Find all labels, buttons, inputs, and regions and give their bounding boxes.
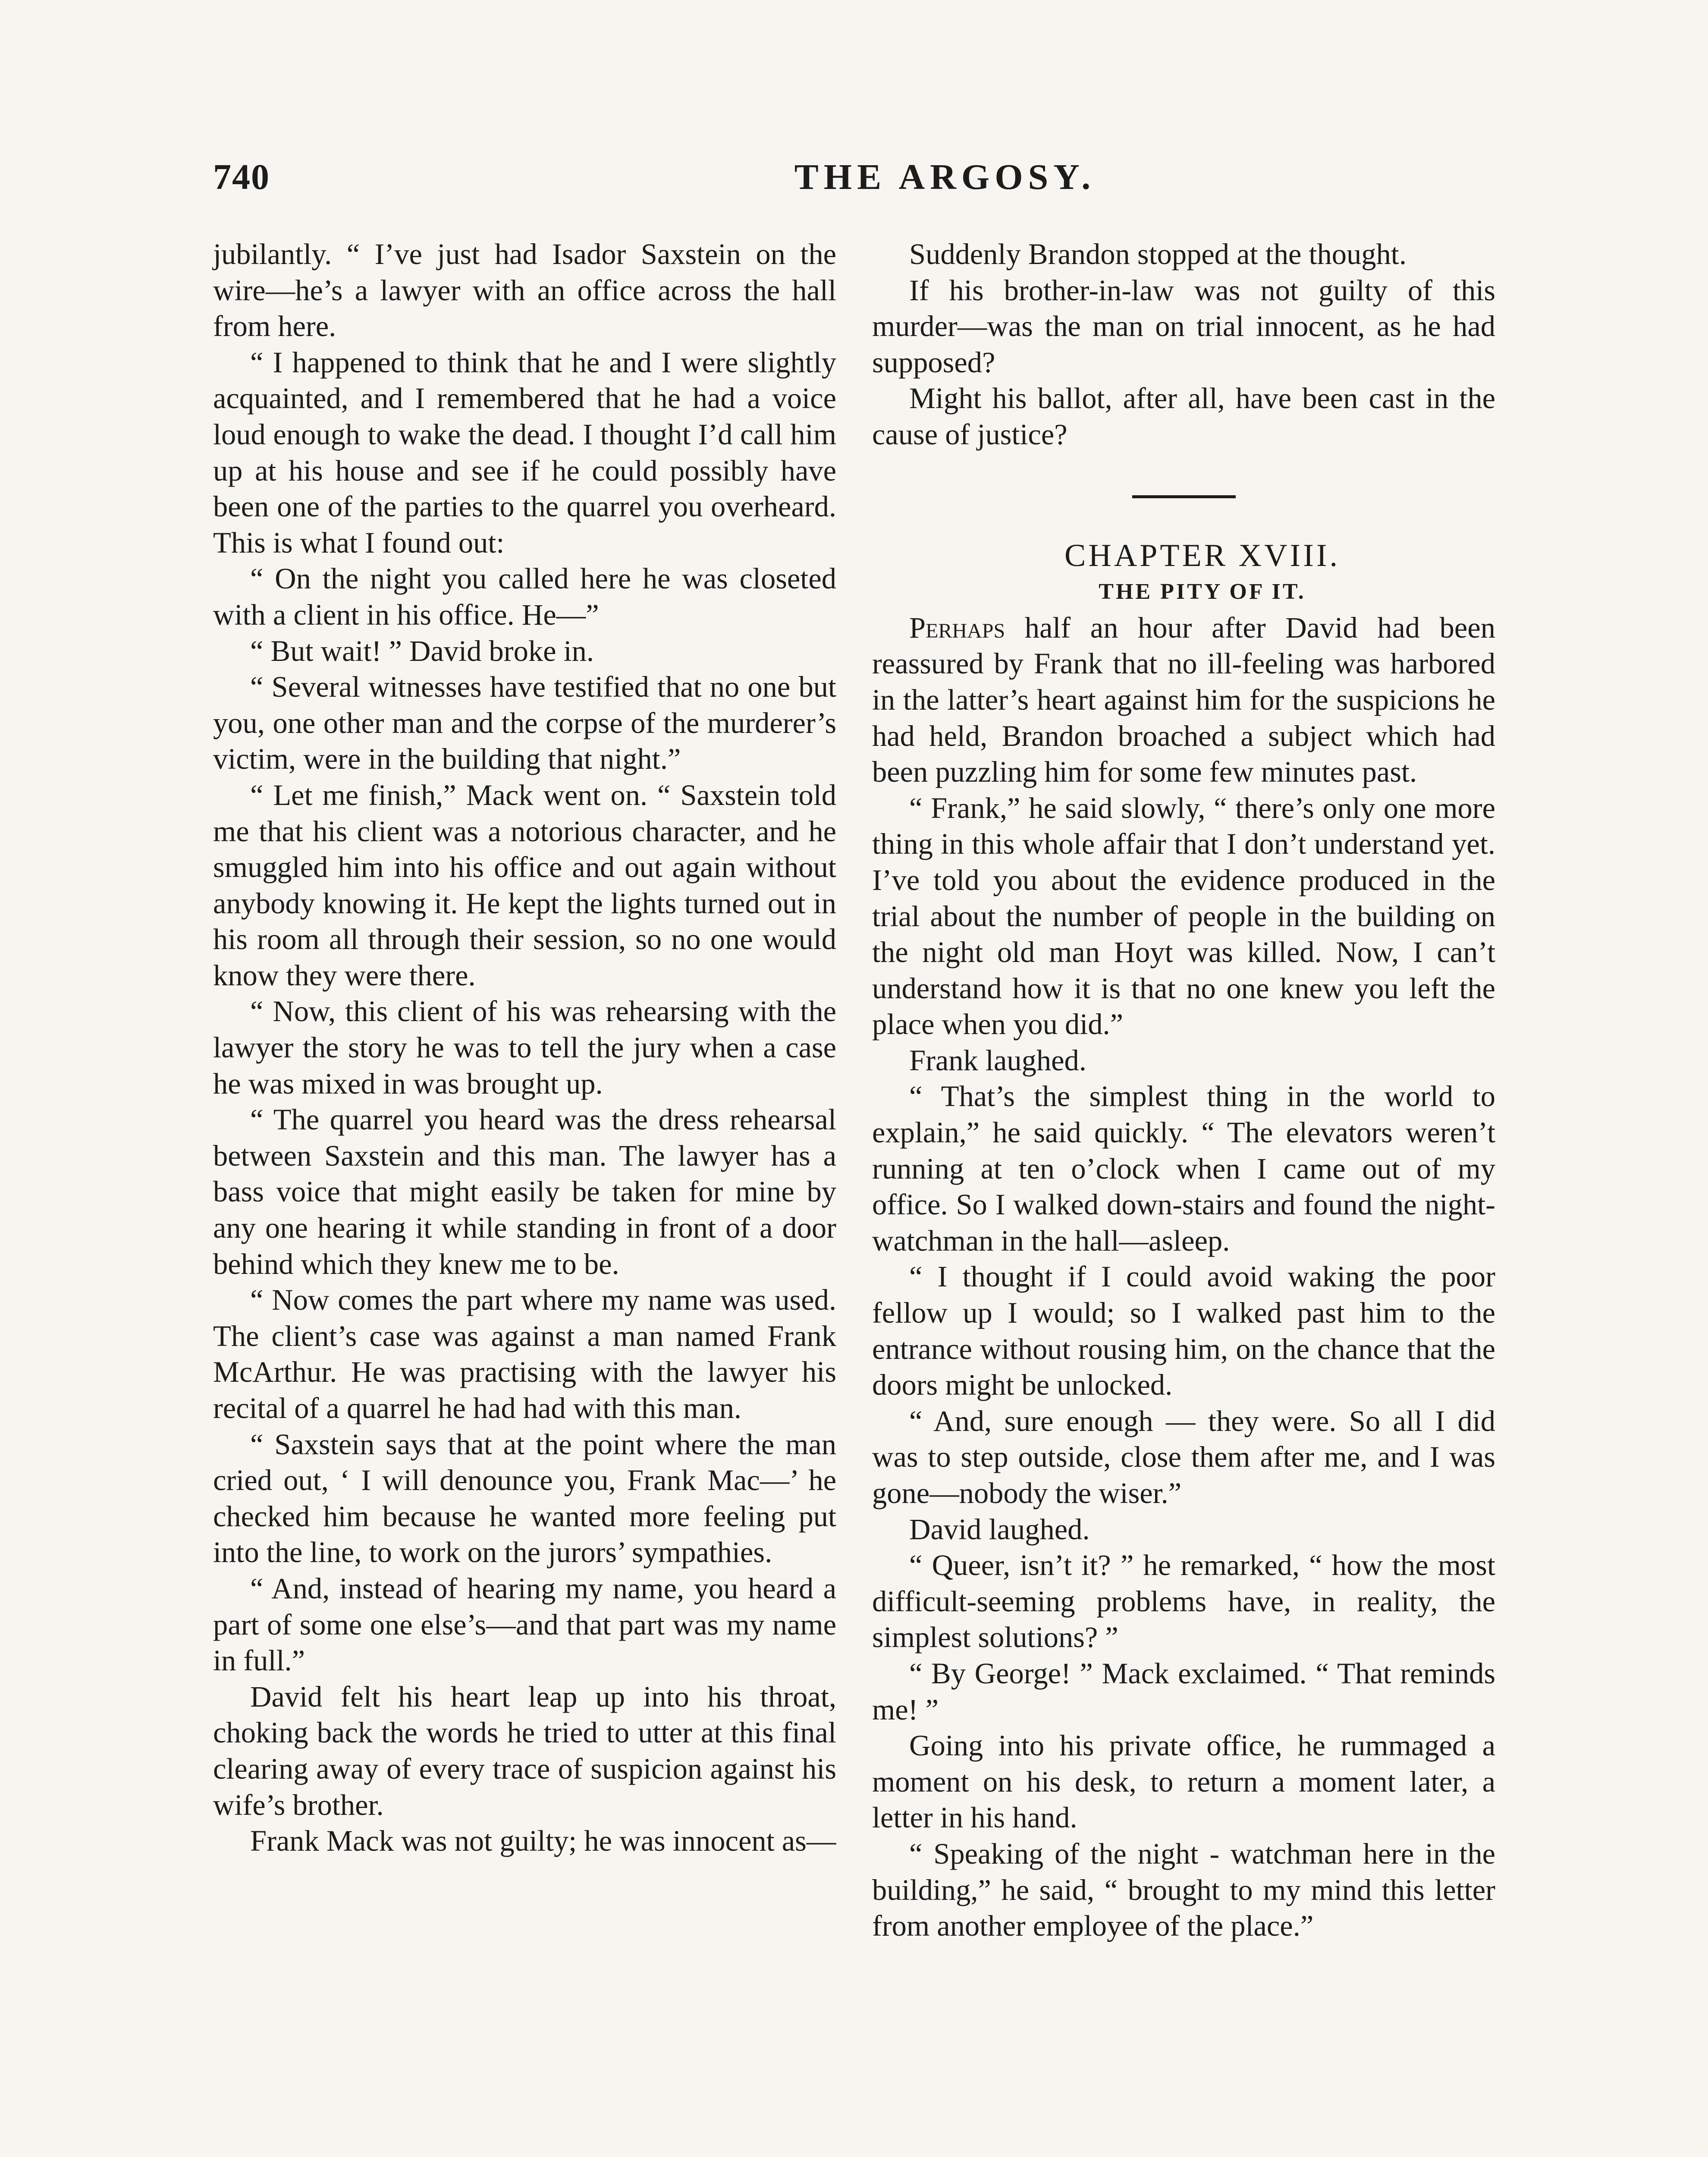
paragraph: “ Several witnesses have testified that no one but you, one other man and the corpse of the murderer’s victim, were in the building that night.” [213,670,836,776]
paragraph: “ I thought if I could avoid waking the poor fellow up I would; so I walked past him to the entrance without rousing him, on the chance that the doors might be unlocked. [872,1260,1495,1402]
paragraph: Frank laughed. [909,1044,1086,1077]
paragraph: “ And, sure enough — they were. So all I did was to step outside, close them after me, and I was gone—nobody the wiser.” [872,1404,1495,1509]
paragraph: “ And, instead of hearing my name, you heard a part of some one else’s—and that part was my name in full.” [213,1572,836,1677]
page-header [213,156,1507,204]
paragraph: “ That’s the simplest thing in the world to explain,” he said quickly. “ The elevators weren’t running at ten o’clock when I came out of my office. So I walked down-stairs and found the night-watchman in the hall—asleep. [872,1080,1495,1257]
running-title: THE ARGOSY. [794,157,1096,197]
opening-paragraph [872,610,1495,790]
right-column [872,236,1495,1944]
paragraph: “ Speaking of the night - watchman here in the building,” he said, “ brought to my mind this letter from another employee of the place.” [872,1837,1495,1943]
page-number: 740 [213,157,270,197]
paragraph: “ Now, this client of his was rehearsing with the lawyer the story he was to tell the jury when a case he was mixed in was brought up. [213,995,836,1100]
paragraph: If his brother-in-law was not guilty of this murder—was the man on trial innocent, as he had supposed? [872,274,1495,379]
chapter-title: CHAPTER XVIII. [1064,538,1340,573]
paragraph: “ On the night you called here he was closeted with a client in his office. He—” [213,562,836,631]
paragraph: “ Let me finish,” Mack went on. “ Saxstein told me that his client was a notorious character, and he smuggled him into his office and out again without anybody knowing it. He kept the lights turned out in his room all through their session, so no one would know they were there. [213,778,836,992]
paragraph: “ By George! ” Mack exclaimed. “ That reminds me! ” [872,1657,1495,1726]
paragraph: David felt his heart leap up into his throat, choking back the words he tried to utter at this final clearing away of every trace of suspicion against his wife’s brother. [213,1680,836,1821]
paragraph: Might his ballot, after all, have been cast in the cause of justice? [872,382,1495,451]
chapter-subtitle: THE PITY OF IT. [1099,579,1306,604]
paragraph: “ Saxstein says that at the point where the man cried out, ‘ I will denounce you, Frank Mac—’ he checked him because he wanted more feeling put into the line, to work on the jurors’ sympathies. [213,1428,836,1569]
left-column [213,236,836,1859]
paragraph: “ Now comes the part where my name was used. The client’s case was against a man named Frank McArthur. He was practising with the lawyer his recital of a quarrel he had had with this man. [213,1283,836,1424]
paragraph: Suddenly Brandon stopped at the thought. [909,238,1407,270]
paragraph: Frank Mack was not guilty; he was innocent as— [250,1824,836,1858]
opening-text: half an hour after David had been reassured by Frank that no ill-feeling was harbored in the latter’s heart against him for the suspicions he had held, Brandon broached a subject which had been puzzling him for some few minutes past. [872,611,1495,789]
paragraph: “ Frank,” he said slowly, “ there’s only one more thing in this whole affair that I don’t understand yet. I’ve told you about the evidence produced in the trial about the number of people in the building on the night old man Hoyt was killed. Now, I can’t understand how it is that no one knew you left the place when you did.” [872,791,1495,1041]
paragraph: jubilantly. “ I’ve just had Isador Saxstein on the wire—he’s a lawyer with an office across the hall from here. [213,238,836,343]
opening-word: Perhaps [909,611,1005,644]
section-divider [1132,495,1236,498]
paragraph: “ The quarrel you heard was the dress rehearsal between Saxstein and this man. The lawyer has a bass voice that might easily be taken for mine by any one hearing it while standing in front of a door behind which they knew me to be. [213,1103,836,1280]
paragraph: “ I happened to think that he and I were slightly acquainted, and I remembered that he had a voice loud enough to wake the dead. I thought I’d call him up at his house and see if he could possibly have been one of the parties to the quarrel you overheard. This is what I found out: [213,346,836,559]
paragraph: Going into his private office, he rummaged a moment on his desk, to return a moment later, a letter in his hand. [872,1729,1495,1834]
paragraph: David laughed. [909,1512,1090,1546]
paragraph: “ But wait! ” David broke in. [250,634,594,667]
paragraph: “ Queer, isn’t it? ” he remarked, “ how the most difficult-seeming problems have, in reality, the simplest solutions? ” [872,1549,1495,1654]
